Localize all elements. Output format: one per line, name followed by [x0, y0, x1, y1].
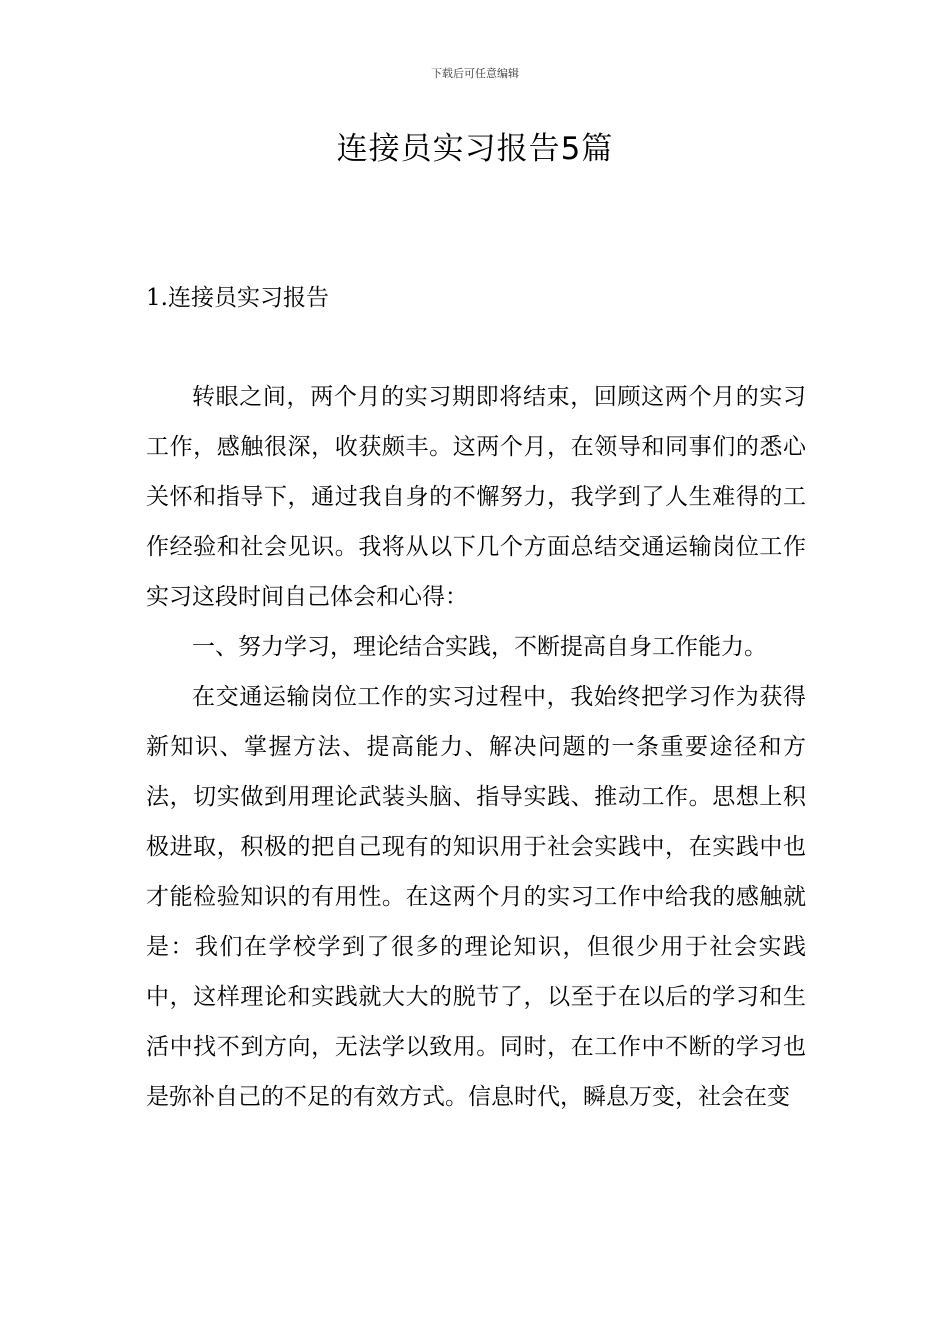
document-title: 连接员实习报告5篇	[336, 131, 614, 167]
paragraph: 转眼之间，两个月的实习期即将结束，回顾这两个月的实习工作，感触很深，收获颇丰。这两个月，在领导和同事们的悉心关怀和指导下，通过我自身的不懈努力，我学到了人生难得的工作经验和社会见识。我将从以下几个方面总结交通运输岗位工作实习这段时间自己体会和心得：	[146, 384, 806, 610]
paragraph: 一、努力学习，理论结合实践，不断提高自身工作能力。	[192, 634, 767, 660]
body-text	[146, 372, 806, 1122]
paragraph: 在交通运输岗位工作的实习过程中，我始终把学习作为获得新知识、掌握方法、提高能力、解决问题的一条重要途径和方法，切实做到用理论武装头脑、指导实践、推动工作。思想上积极进取，积极的把自己现有的知识用于社会实践中，在实践中也才能检验知识的有用性。在这两个月的实习工作中给我的感触就是：我们在学校学到了很多的理论知识，但很少用于社会实践中，这样理论和实践就大大的脱节了，以至于在以后的学习和生活中找不到方向，无法学以致用。同时，在工作中不断的学习也是弥补自己的不足的有效方式。信息时代，瞬息万变，社会在变	[146, 684, 806, 1110]
header-note: 下载后可任意编辑	[431, 67, 519, 80]
section-heading: 1.连接员实习报告	[146, 285, 329, 311]
